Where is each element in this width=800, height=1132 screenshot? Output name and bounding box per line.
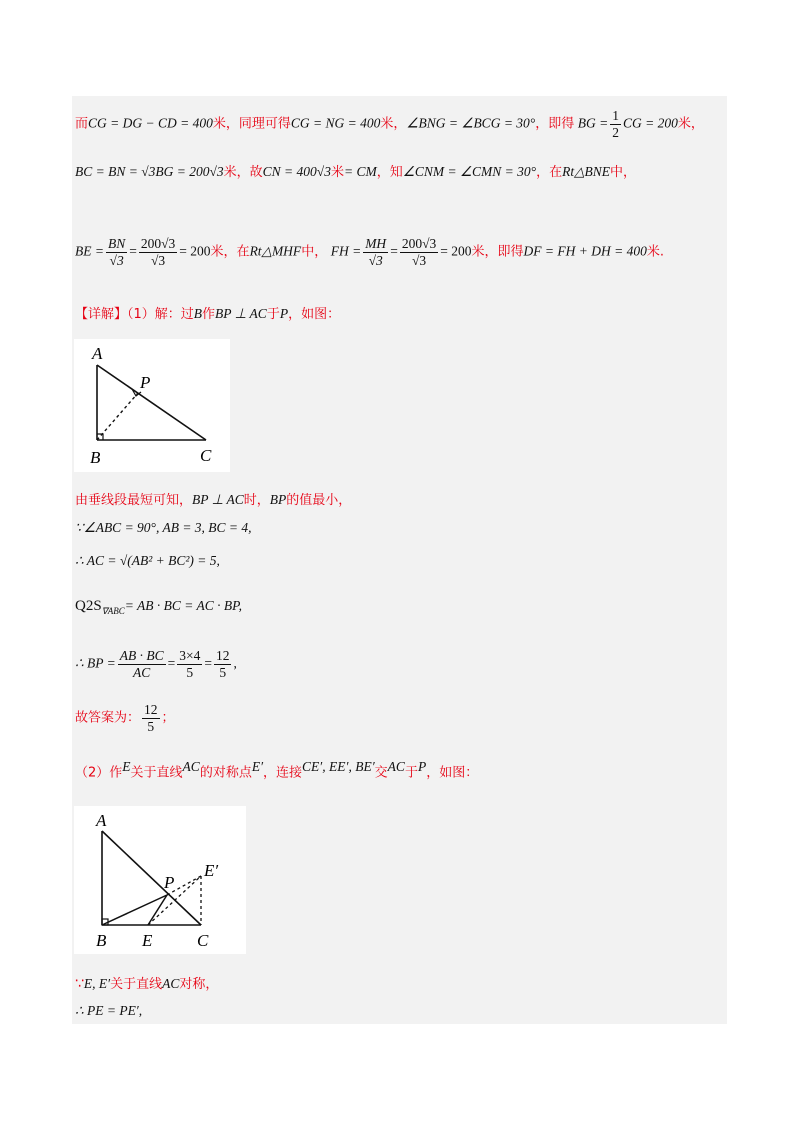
fraction: $\frac{1}{2}$ bbox=[612, 108, 619, 140]
text: 米，同理可得 bbox=[212, 116, 291, 132]
math: FH = bbox=[330, 243, 362, 259]
math: CG = NG = 400 bbox=[290, 115, 381, 131]
text: ，在 bbox=[536, 165, 563, 180]
math: ∠BNG = ∠BCG = 30° bbox=[406, 115, 536, 131]
text: 米， bbox=[677, 116, 704, 132]
math: BC = BN = √3BG = 200√3 bbox=[75, 164, 224, 179]
label-A: A bbox=[92, 344, 103, 363]
math: BG = bbox=[577, 115, 609, 131]
math: CG = 200 bbox=[622, 115, 678, 131]
math: ∠CNM = ∠CMN = 30° bbox=[402, 164, 537, 179]
text: ，即得 bbox=[535, 116, 575, 132]
solution-line-13: ∴ PE = PE′, bbox=[75, 1003, 143, 1018]
label-E-prime: E′ bbox=[204, 861, 219, 880]
figure-triangle-1 bbox=[74, 339, 230, 472]
solution-line-7: ∴ AC = √(AB² + BC²) = 5, bbox=[75, 553, 220, 568]
triangle-diagram-2 bbox=[74, 806, 246, 954]
label-C: C bbox=[200, 446, 212, 465]
label-B: B bbox=[90, 448, 101, 467]
label-P: P bbox=[164, 873, 175, 892]
solution-line-6: ∵∠ABC = 90°, AB = 3, BC = 4, bbox=[75, 520, 252, 535]
answer-line: 故答案为： $\frac{12}{5}$ ； bbox=[75, 702, 175, 734]
solution-line-8: $Q2S_{\nabla ABC}=$ AB · BC = AC · BP, bbox=[75, 598, 242, 616]
label-C: C bbox=[197, 931, 209, 950]
detail-heading-line: 【详解】（1）解：过B作BP ⊥ AC于P，如图： bbox=[75, 306, 341, 322]
solution-line-3: BE = $\frac{BN}{√3}$ = $\frac{200√3}{√3}$ = 200米，在Rt△MHF中， FH = $\frac{MH}{√3}$ = $\frac{200√3}{√3}$ = 200米，即得DF = FH + DH = 400米. bbox=[75, 236, 664, 268]
text: 中， bbox=[609, 165, 636, 180]
figure-triangle-2 bbox=[74, 806, 246, 954]
label-E: E bbox=[142, 931, 153, 950]
solution-line-9: ∴ BP = $\frac{AB \cdot BC}{AC}$ = $\frac{3\times 4}{5}$ = $\frac{12}{5}$ , bbox=[75, 648, 237, 680]
math: CN = 400√3 bbox=[262, 164, 331, 179]
solution-line-2 bbox=[75, 163, 636, 182]
math: BE = bbox=[75, 243, 104, 259]
text: 米，故 bbox=[223, 165, 263, 180]
text: 米 bbox=[330, 165, 344, 180]
math: = CM bbox=[343, 164, 377, 179]
solution-line-5: 由垂线段最短可知，BP ⊥ AC时，BP的值最小， bbox=[75, 492, 352, 508]
math: CG = DG − CD = 400 bbox=[88, 115, 213, 131]
solution-line-1 bbox=[75, 108, 704, 141]
label-P: P bbox=[140, 373, 151, 392]
text: ，知 bbox=[376, 165, 403, 180]
label-A: A bbox=[96, 811, 107, 830]
triangle-diagram-1 bbox=[74, 339, 230, 472]
math: Rt△BNE bbox=[562, 164, 610, 179]
part-2-line: （2）作$^E$关于直线$^{AC}$的对称点$^{E'}$，连接$^{CE', EE', BE'}$交$^{AC}$于$^P$，如图： bbox=[75, 759, 479, 781]
text: 米， bbox=[380, 116, 407, 132]
solution-line-12: ∵E, E′关于直线AC对称， bbox=[75, 976, 219, 992]
label-B: B bbox=[96, 931, 107, 950]
text: 而 bbox=[75, 116, 89, 132]
